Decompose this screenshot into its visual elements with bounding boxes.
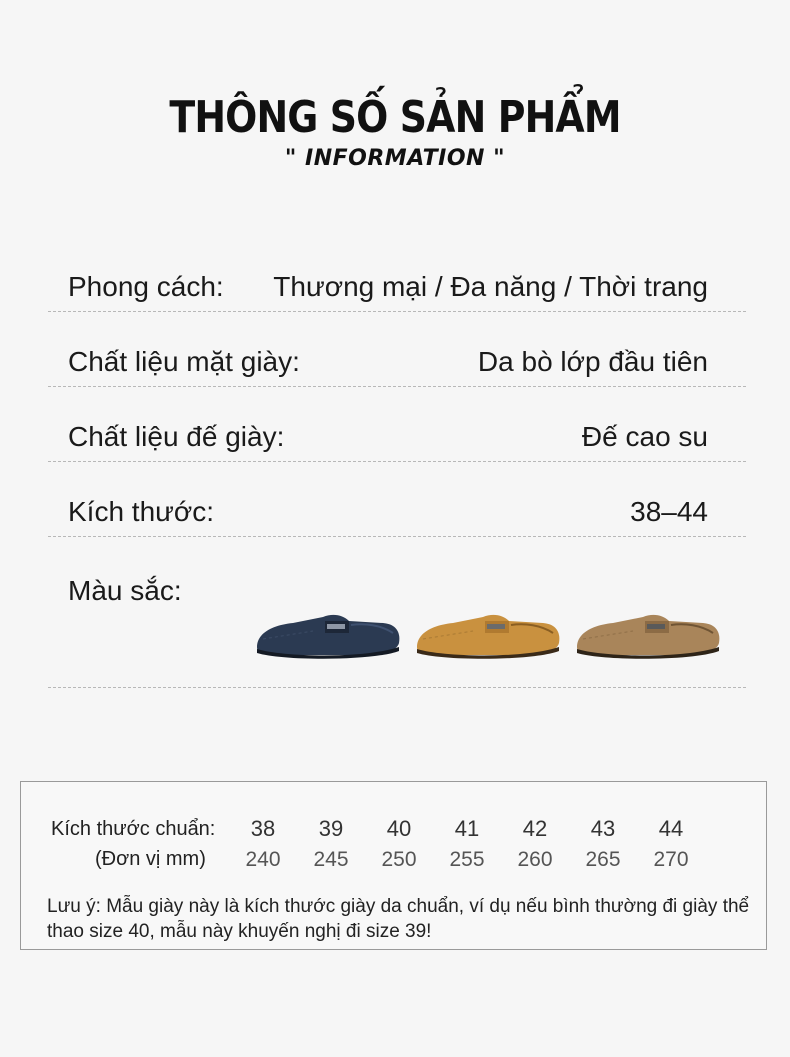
spec-value: Thương mại / Đa năng / Thời trang (273, 271, 708, 302)
mm-260: 260 (517, 848, 553, 871)
spec-label: Chất liệu đế giày: (68, 421, 285, 452)
size-unit-label: (Đơn vị mm) (95, 848, 206, 870)
size-43: 43 (590, 816, 616, 841)
size-41: 41 (454, 816, 480, 841)
page-subtitle: " INFORMATION " (284, 146, 506, 171)
yellow-brown-shoe-image (413, 603, 563, 669)
size-42: 42 (522, 816, 548, 841)
page-title: THÔNG SỐ SẢN PHẨM (169, 92, 621, 143)
size-38: 38 (250, 816, 276, 841)
size-39: 39 (318, 816, 344, 841)
size-chart (20, 781, 767, 950)
spec-value: 38–44 (630, 496, 708, 527)
mm-245: 245 (313, 848, 349, 871)
color-swatches (253, 603, 723, 669)
spec-label: Màu sắc: (68, 575, 182, 606)
size-note: Lưu ý: Mẫu giày này là kích thước giày da chuẩn, ví dụ nếu bình thường đi giày thể thao size 40, mẫu này khuyến nghị đi size 39! (47, 896, 750, 942)
spec-row-style (48, 237, 746, 312)
khaki-shoe-image (573, 603, 723, 669)
spec-value: Da bò lớp đầu tiên (477, 346, 708, 377)
mm-270: 270 (653, 848, 689, 871)
spec-label: Kích thước: (68, 496, 215, 527)
mm-255: 255 (449, 848, 485, 871)
size-40: 40 (386, 816, 412, 841)
spec-row-upper-material (48, 312, 746, 387)
size-44: 44 (658, 816, 684, 841)
spec-label: Phong cách: (68, 271, 224, 302)
navy-shoe-image (253, 603, 403, 669)
mm-240: 240 (245, 848, 281, 871)
spec-row-colors (48, 507, 746, 688)
mm-250: 250 (381, 848, 417, 871)
spec-row-sole-material (48, 387, 746, 462)
size-standard-label: Kích thước chuẩn: (51, 818, 216, 840)
mm-265: 265 (585, 848, 621, 871)
spec-label: Chất liệu mặt giày: (68, 346, 300, 377)
spec-value: Đế cao su (581, 421, 708, 452)
